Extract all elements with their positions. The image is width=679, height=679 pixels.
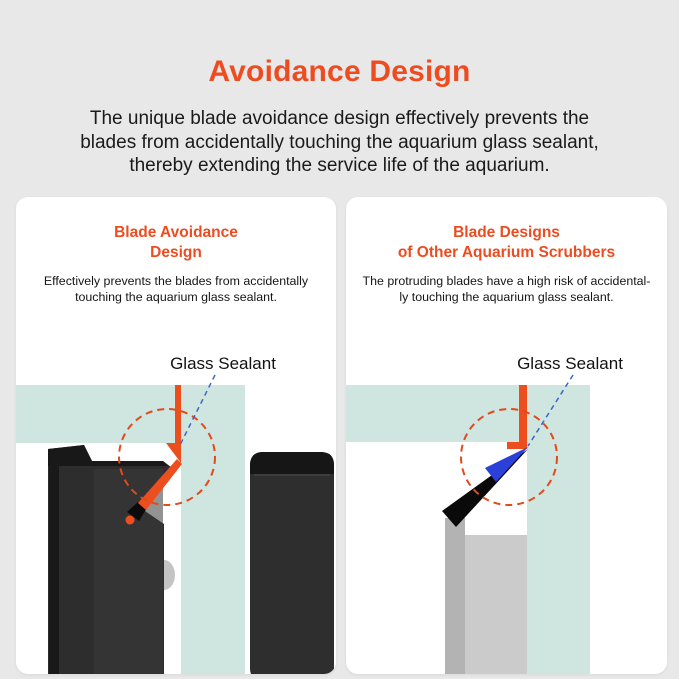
scrubber-outer-top-cap <box>250 452 334 474</box>
right-panel-body <box>346 273 667 305</box>
glass-sealant-label: Glass Sealant <box>170 354 276 373</box>
glass-sealant-foot <box>507 442 527 449</box>
page-title: Avoidance Design <box>208 55 471 88</box>
glass-sealant-strip <box>519 385 527 448</box>
body-line: The protruding blades have a high risk of accidental- <box>362 274 651 288</box>
description-line: thereby extending the service life of the aquarium. <box>129 155 550 176</box>
body-line: ly touching the aquarium glass sealant. <box>399 290 614 304</box>
scrubber-outer-body <box>250 452 334 674</box>
heading-line: of Other Aquarium Scrubbers <box>397 244 616 261</box>
description-line: blades from accidentally touching the aquarium glass sealant, <box>80 131 599 153</box>
indicator-dot <box>126 516 135 525</box>
glass-sealant-fillet <box>166 443 181 463</box>
scrubber-edge-strip <box>49 453 59 674</box>
other-scrubber-body <box>465 535 527 674</box>
page-description <box>0 107 679 178</box>
description-line: The unique blade avoidance design effectively prevents the <box>89 108 590 129</box>
glass-sealant-label: Glass Sealant <box>517 354 623 373</box>
heading-line: Blade Designs <box>453 224 560 241</box>
panel-blade-avoidance <box>16 197 336 674</box>
right-panel-heading <box>346 223 667 263</box>
roller-bump <box>164 560 175 590</box>
other-scrubber-illustration <box>346 197 667 674</box>
glass-sealant-strip <box>175 385 181 443</box>
heading-line: Blade Avoidance <box>114 224 238 241</box>
glass-pane-vertical <box>527 385 590 674</box>
other-scrubber-edge <box>445 518 465 674</box>
body-line: Effectively prevents the blades from accidentally <box>43 274 309 288</box>
avoidance-illustration <box>16 197 336 674</box>
panel-other-scrubbers <box>346 197 667 674</box>
body-line: touching the aquarium glass sealant. <box>75 290 277 304</box>
left-panel-heading <box>16 223 336 263</box>
glass-pane-vertical <box>181 385 245 674</box>
left-panel-body <box>16 273 336 305</box>
heading-line: Design <box>150 244 202 261</box>
scrubber-outer-bevel <box>254 474 330 476</box>
scrubber-top-band <box>48 445 168 466</box>
